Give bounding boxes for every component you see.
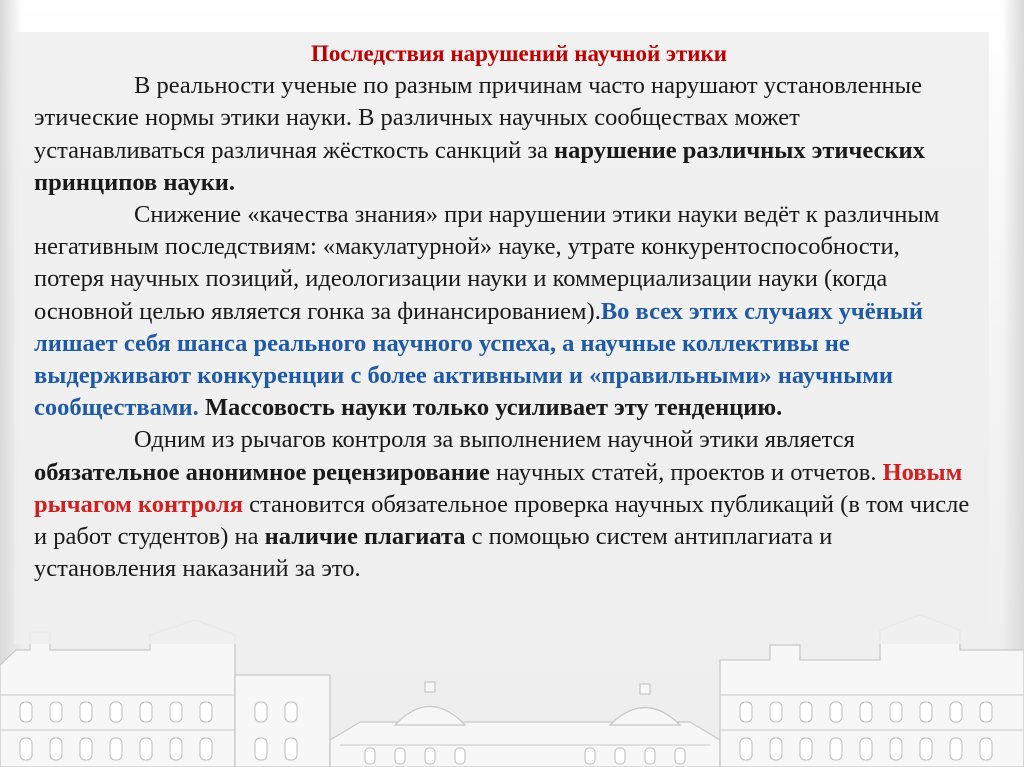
paragraph-3-text-2: научных статей, проектов и отчетов. (489, 458, 883, 486)
paragraph-3-highlight: Новым рычагом контроля (34, 458, 963, 518)
paragraph-3-bold-2: наличие плагиата (264, 523, 466, 551)
slide-content (34, 38, 974, 585)
paragraph-1 (34, 70, 974, 199)
paragraph-3-text-4: с помощью систем антиплагиата и установления наказаний за это. (34, 523, 833, 583)
paragraph-3-text-1: Одним из рычагов контроля за выполнением научной этики является (134, 426, 855, 454)
paragraph-3-text-3: становится обязательное проверка научных публикаций (в том числе и работ студентов) на (34, 490, 970, 551)
paragraph-3-bold-1: обязательное анонимное рецензирование (34, 458, 490, 486)
paragraph-2-bold: Массовость науки только усиливает эту тенденцию. (198, 394, 783, 422)
paragraph-3 (34, 424, 974, 585)
paragraph-2 (34, 199, 974, 424)
paragraph-1-bold: нарушение различных этических принципов науки. (34, 136, 925, 196)
paragraph-2-text: Снижение «качества знания» при нарушении этики науки ведёт к различным негативным последствиям: «макулатурной» науке, утрате конкурентоспособности, потеря научных позиций, идеологизации науки и коммерциализации науки (когда основной целью является гонка за финансированием). (34, 201, 940, 325)
paragraph-1-text: В реальности ученые по разным причинам часто нарушают установленные этические нормы этики науки. В различных научных сообществах может устанавливаться различная жёсткость санкций за (34, 72, 923, 164)
paragraph-2-highlight: Во всех этих случаях учёный лишает себя шанса реального научного успеха, а научные коллективы не выдерживают конкуренции с более активными и «правильными» научными сообществами. (34, 297, 923, 422)
slide-title: Последствия нарушений научной этики (310, 41, 728, 66)
